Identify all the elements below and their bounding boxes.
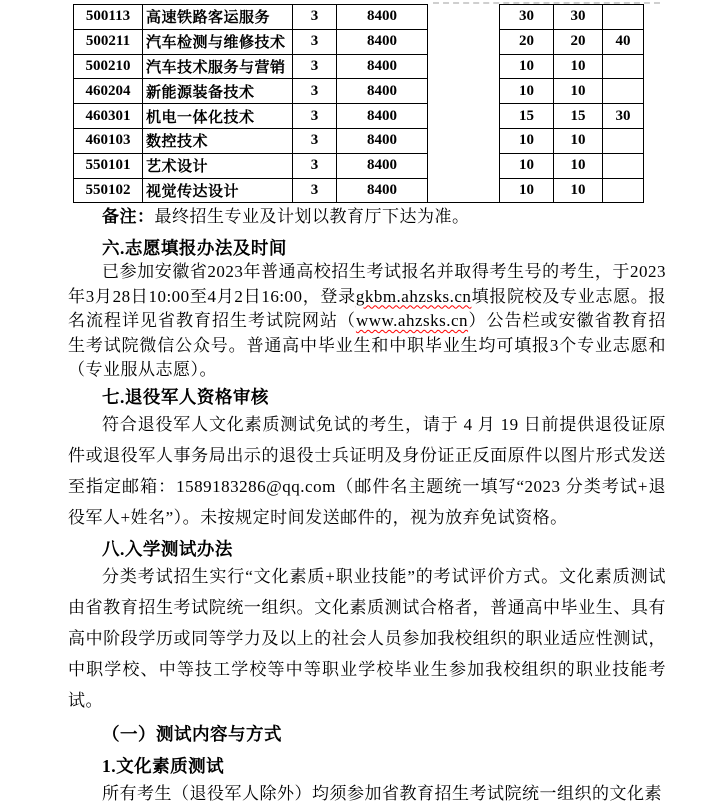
section-six-paragraph xyxy=(68,260,666,383)
quota-cell-3 xyxy=(603,128,644,153)
major-name-cell: 机电一体化技术 xyxy=(143,104,293,129)
quota-cell-1: 20 xyxy=(500,29,554,54)
study-years-cell: 3 xyxy=(293,29,337,54)
culture-test-paragraph: 所有考生（退役军人除外）均须参加省教育招生考试院统一组织的文化素 xyxy=(102,783,662,803)
major-name-cell: 高速铁路客运服务 xyxy=(143,5,293,30)
tuition-fee-cell: 8400 xyxy=(337,128,428,153)
table-row xyxy=(500,128,644,153)
study-years-cell: 3 xyxy=(293,128,337,153)
table-row xyxy=(74,178,428,203)
major-name-cell: 视觉传达设计 xyxy=(143,178,293,203)
quota-cell-2: 15 xyxy=(554,104,603,129)
table-remark xyxy=(102,206,666,228)
quota-cell-3 xyxy=(603,5,644,30)
quota-cell-1: 10 xyxy=(500,54,554,79)
quota-cell-3 xyxy=(603,54,644,79)
quota-cell-1: 15 xyxy=(500,104,554,129)
table-row xyxy=(500,153,644,178)
tuition-fee-cell: 8400 xyxy=(337,5,428,30)
study-years-cell: 3 xyxy=(293,178,337,203)
quota-cell-1: 10 xyxy=(500,153,554,178)
quota-cell-2: 10 xyxy=(554,128,603,153)
section-heading-eight: 八.入学测试办法 xyxy=(102,538,233,559)
major-code-cell: 550101 xyxy=(74,153,143,178)
enrollment-plan-table-left xyxy=(73,4,428,203)
table-row xyxy=(74,54,428,79)
quota-cell-2: 10 xyxy=(554,153,603,178)
tuition-fee-cell: 8400 xyxy=(337,54,428,79)
table-row xyxy=(500,54,644,79)
quota-cell-2: 20 xyxy=(554,29,603,54)
study-years-cell: 3 xyxy=(293,79,337,104)
quota-cell-3: 30 xyxy=(603,104,644,129)
table-row xyxy=(74,5,428,30)
major-code-cell: 460103 xyxy=(74,128,143,153)
section-heading-seven: 七.退役军人资格审核 xyxy=(102,386,269,407)
major-name-cell: 艺术设计 xyxy=(143,153,293,178)
quota-cell-2: 10 xyxy=(554,178,603,203)
major-name-cell: 汽车检测与维修技术 xyxy=(143,29,293,54)
section-eight-paragraph: 分类考试招生实行“文化素质+职业技能”的考试评价方式。文化素质测试由省教育招生考试院统一组织。文化素质测试合格者，普通高中毕业生、具有高中阶段学历或同等学力及以上的社会人员参加我校组织的职业适应性测试，中职学校、中等技工学校等中等职业学校毕业生参加我校组织的职业技能考试。 xyxy=(68,566,666,710)
tuition-fee-cell: 8400 xyxy=(337,153,428,178)
major-code-cell: 460301 xyxy=(74,104,143,129)
major-name-cell: 汽车技术服务与营销 xyxy=(143,54,293,79)
quota-cell-3 xyxy=(603,153,644,178)
six-para-part3: ）公告栏或安徽省教育招生考试院微信公众号。普通高中毕业生和中职毕业生均可填报3个专业志愿和（专业服从志愿）。 xyxy=(68,311,667,379)
table-row xyxy=(500,104,644,129)
quota-cell-3 xyxy=(603,178,644,203)
subsection-heading-culture-test: 1.文化素质测试 xyxy=(102,755,225,776)
table-row xyxy=(74,79,428,104)
subsection-heading-test-content: （一）测试内容与方式 xyxy=(102,723,282,744)
study-years-cell: 3 xyxy=(293,54,337,79)
major-name-cell: 新能源装备技术 xyxy=(143,79,293,104)
quota-cell-3: 40 xyxy=(603,29,644,54)
quota-cell-2: 30 xyxy=(554,5,603,30)
signup-url: gkbm.ahzsks.cn xyxy=(355,286,472,306)
tuition-fee-cell: 8400 xyxy=(337,79,428,104)
quota-cell-2: 10 xyxy=(554,54,603,79)
quota-cell-1: 10 xyxy=(500,178,554,203)
study-years-cell: 3 xyxy=(293,5,337,30)
table-row xyxy=(500,29,644,54)
six-para-part2: 填报院校及专业志愿。报名流程详见省教育招生考试院网站（ xyxy=(68,286,667,330)
remark-label: 备注： xyxy=(102,207,155,226)
quota-cell-1: 30 xyxy=(500,5,554,30)
quota-cell-3 xyxy=(603,79,644,104)
study-years-cell: 3 xyxy=(293,153,337,178)
tuition-fee-cell: 8400 xyxy=(337,29,428,54)
table-row xyxy=(500,79,644,104)
quota-cell-1: 10 xyxy=(500,79,554,104)
major-code-cell: 460204 xyxy=(74,79,143,104)
major-code-cell: 500210 xyxy=(74,54,143,79)
major-code-cell: 500113 xyxy=(74,5,143,30)
table-row xyxy=(500,5,644,30)
six-para-part1: 已参加安徽省2023年普通高校招生考试报名并取得考生号的考生，于2023年3月28日10:00至4月2日16:00，登录 xyxy=(68,262,666,306)
remark-text: 最终招生专业及计划以教育厅下达为准。 xyxy=(154,207,470,226)
quota-cell-2: 10 xyxy=(554,79,603,104)
quota-cell-1: 10 xyxy=(500,128,554,153)
enrollment-plan-table-right xyxy=(499,4,644,203)
study-years-cell: 3 xyxy=(293,104,337,129)
tuition-fee-cell: 8400 xyxy=(337,178,428,203)
exam-board-url: www.ahzsks.cn xyxy=(355,311,469,330)
major-name-cell: 数控技术 xyxy=(143,128,293,153)
table-row xyxy=(74,128,428,153)
section-heading-six: 六.志愿填报办法及时间 xyxy=(102,238,287,258)
major-code-cell: 500211 xyxy=(74,29,143,54)
document-body xyxy=(0,203,706,806)
table-row xyxy=(74,153,428,178)
tuition-fee-cell: 8400 xyxy=(337,104,428,129)
table-row xyxy=(74,29,428,54)
table-row xyxy=(74,104,428,129)
section-seven-paragraph: 符合退役军人文化素质测试免试的考生，请于 4 月 19 日前提供退役证原件或退役军人事务局出示的退役士兵证明及身份证正反面原件以图片形式发送至指定邮箱：1589183286@qq.com（邮件名主题统一填写“2023 分类考试+退役军人+姓名”）。未按规定时间发送邮件的，视为放弃免试资格。 xyxy=(68,414,666,527)
table-row xyxy=(500,178,644,203)
major-code-cell: 550102 xyxy=(74,178,143,203)
